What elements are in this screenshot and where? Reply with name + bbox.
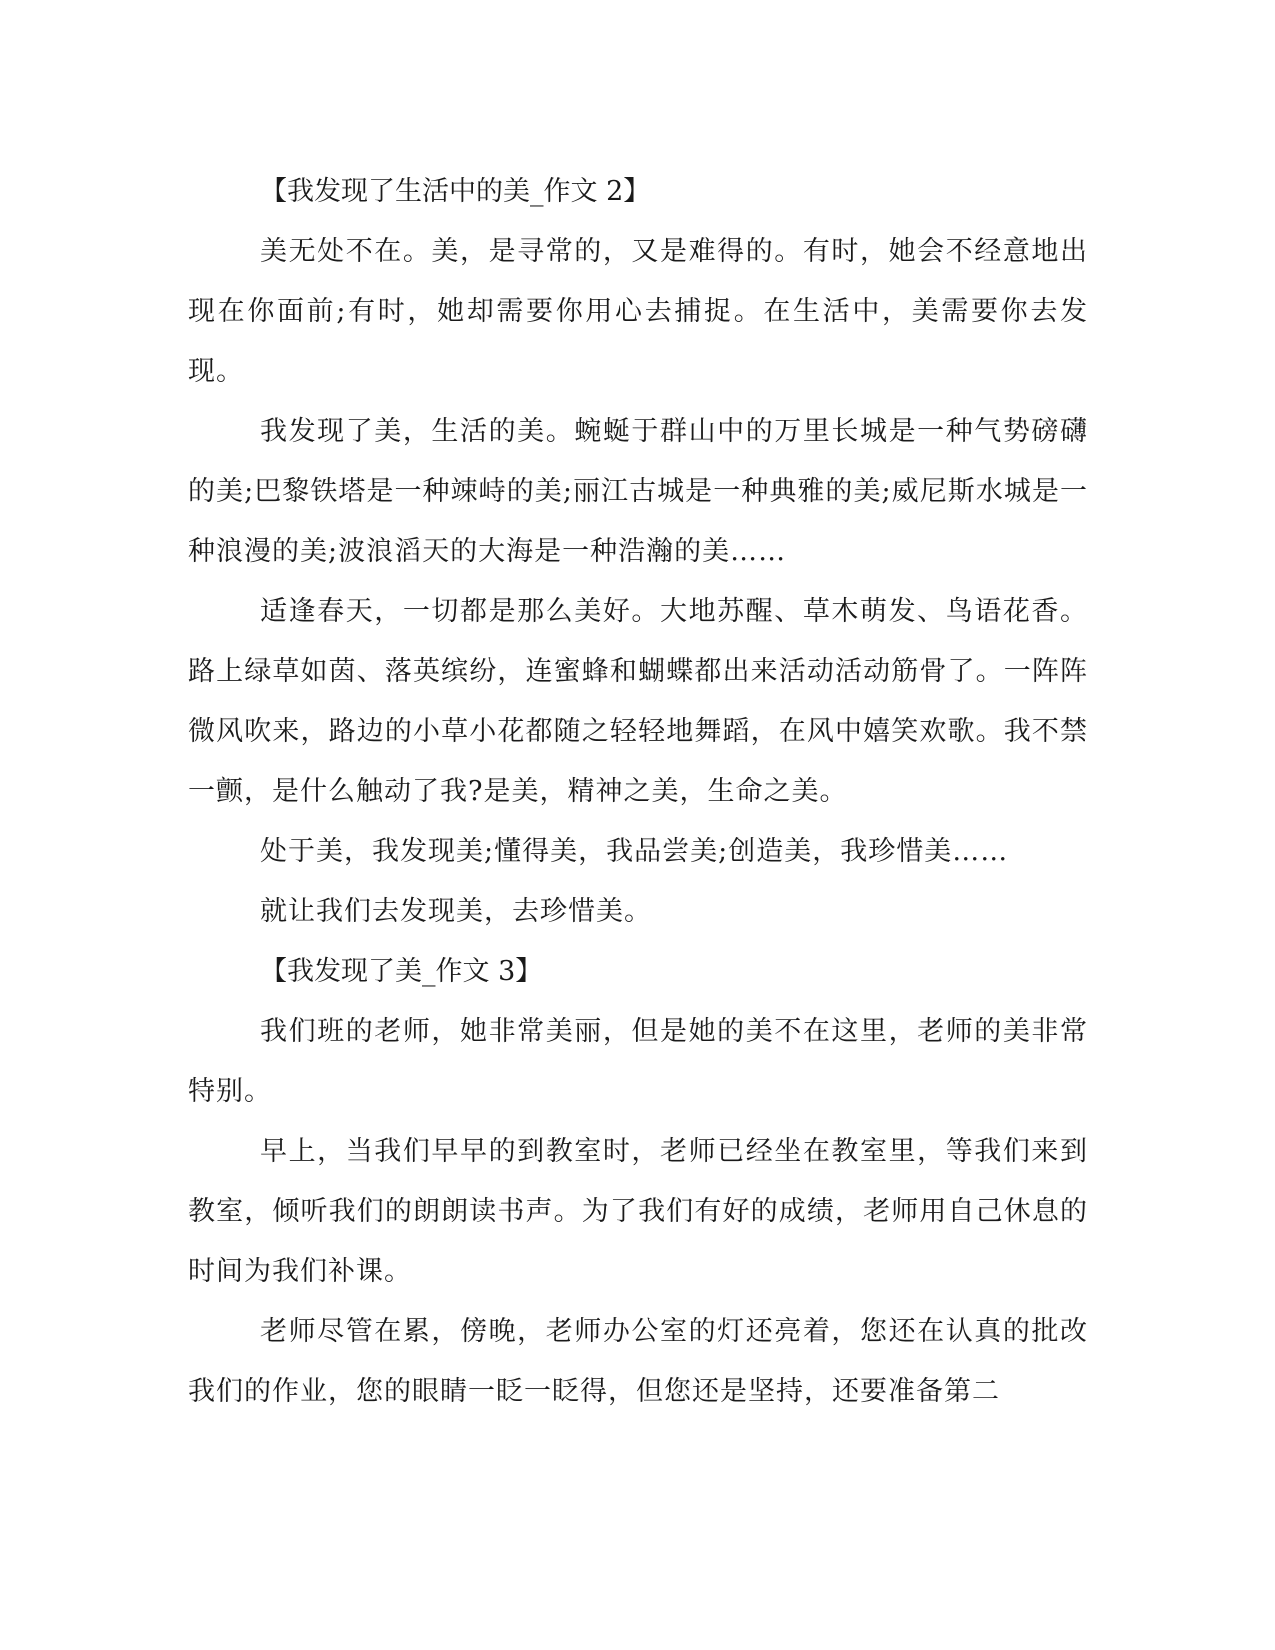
essay-heading-3: 【我发现了美_作文 3】 [260,956,543,987]
paragraph: 美无处不在。美，是寻常的，又是难得的。有时，她会不经意地出现在你面前;有时，她却需要你用心去捕捉。在生活中，美需要你去发现。 [188,236,1088,387]
paragraph: 处于美，我发现美;懂得美，我品尝美;创造美，我珍惜美…… [260,836,1009,867]
paragraph: 我发现了美，生活的美。蜿蜒于群山中的万里长城是一种气势磅礴的美;巴黎铁塔是一种竦峙的美;丽江古城是一种典雅的美;威尼斯水城是一种浪漫的美;波浪滔天的大海是一种浩瀚的美…… [188,416,1088,567]
paragraph: 老师尽管在累，傍晚，老师办公室的灯还亮着，您还在认真的批改我们的作业，您的眼睛一眨一眨得，但您还是坚持，还要准备第二 [188,1316,1088,1407]
document-body [188,162,1088,1422]
paragraph: 适逢春天，一切都是那么美好。大地苏醒、草木萌发、鸟语花香。路上绿草如茵、落英缤纷，连蜜蜂和蝴蝶都出来活动活动筋骨了。一阵阵微风吹来，路边的小草小花都随之轻轻地舞蹈，在风中嬉笑欢歌。我不禁一颤，是什么触动了我?是美，精神之美，生命之美。 [188,596,1088,807]
paragraph: 我们班的老师，她非常美丽，但是她的美不在这里，老师的美非常特别。 [188,1016,1088,1107]
paragraph: 就让我们去发现美，去珍惜美。 [260,896,652,927]
paragraph: 早上，当我们早早的到教室时，老师已经坐在教室里，等我们来到教室，倾听我们的朗朗读书声。为了我们有好的成绩，老师用自己休息的时间为我们补课。 [188,1136,1088,1287]
essay-heading-2: 【我发现了生活中的美_作文 2】 [260,176,651,207]
